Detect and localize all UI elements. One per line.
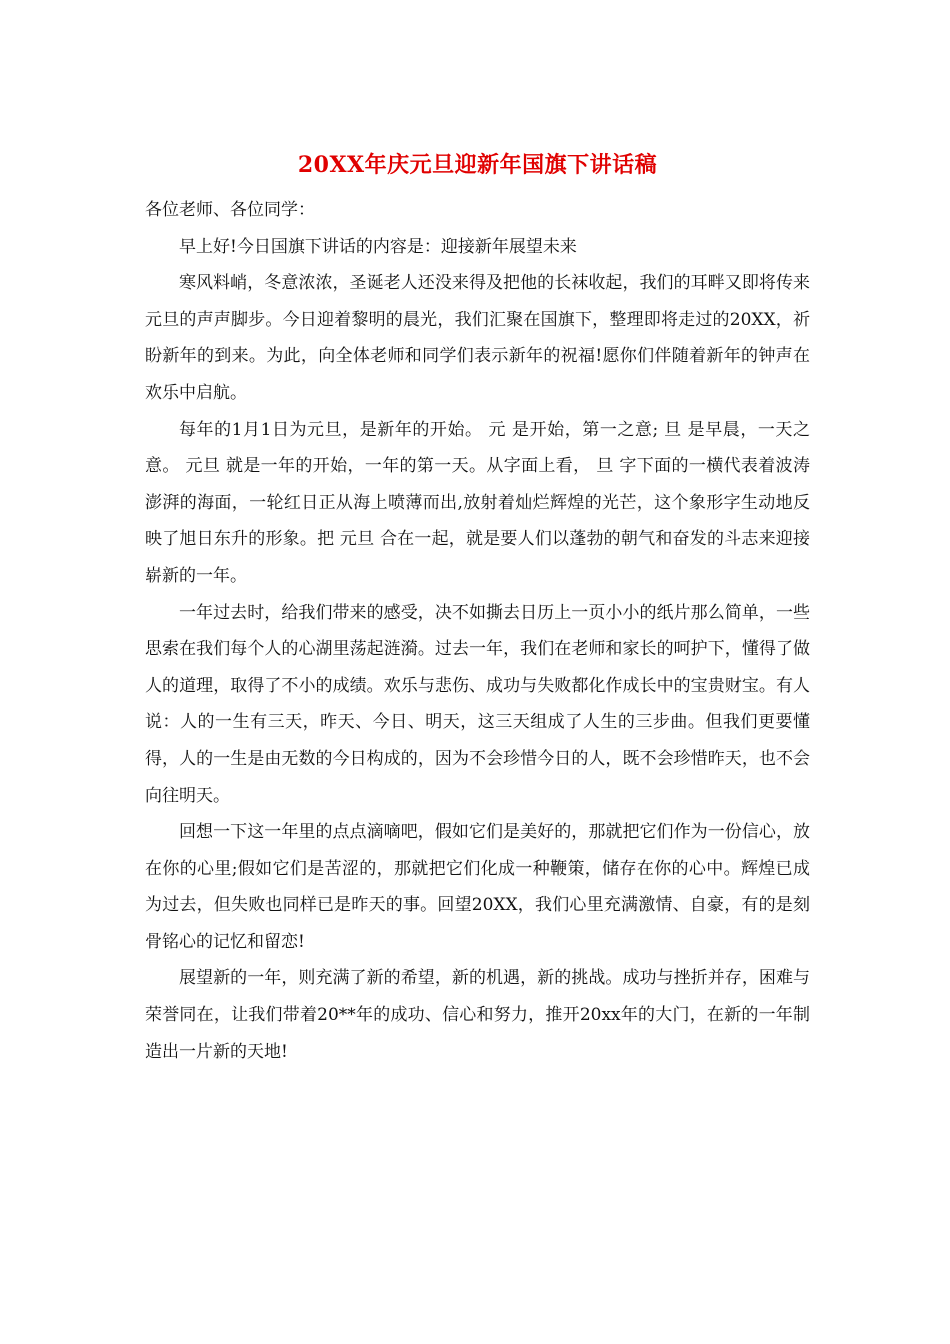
paragraph-memories: 回想一下这一年里的点点滴嘀吧，假如它们是美好的，那就把它们作为一份信心，放在你的心里;假如它们是苦涩的，那就把它们化成一种鞭策，储存在你的心中。辉煌已成为过去，但失败也同样已是昨天的事。回望20XX，我们心里充满激情、自豪，有的是刻骨铭心的记忆和留恋!: [145, 822, 810, 952]
paragraph-yuandan-meaning: 每年的1月1日为元旦，是新年的开始。 元 是开始，第一之意; 旦 是早晨，一天之意。 元旦 就是一年的开始，一年的第一天。从字面上看， 旦 字下面的一横代表着波涛澎湃的海面，一轮红日正从海上喷薄而出,放射着灿烂辉煌的光芒，这个象形字生动地反映了旭日东升的形象。把 元旦 合在一起，就是要人们以蓬勃的朝气和奋发的斗志来迎接崭新的一年。: [145, 419, 810, 586]
paragraph-winter-new-year: 寒风料峭，冬意浓浓，圣诞老人还没来得及把他的长袜收起，我们的耳畔又即将传来元旦的声声脚步。今日迎着黎明的晨光，我们汇聚在国旗下，整理即将走过的20XX，祈盼新年的到来。为此，向全体老师和同学们表示新年的祝福!愿你们伴随着新年的钟声在欢乐中启航。: [145, 273, 810, 403]
greeting-line: 各位老师、各位同学：: [145, 200, 315, 220]
paragraph-opening: 早上好!今日国旗下讲话的内容是：迎接新年展望未来: [179, 236, 577, 257]
document-title: 20XX年庆元旦迎新年国旗下讲话稿: [297, 152, 658, 178]
speech-document: [145, 150, 810, 1070]
paragraph-new-year-outlook: 展望新的一年，则充满了新的希望，新的机遇，新的挑战。成功与挫折并存，困难与荣誉同在，让我们带着20**年的成功、信心和努力，推开20xx年的大门，在新的一年制造出一片新的天地!: [145, 968, 810, 1062]
paragraph-year-reflection: 一年过去时，给我们带来的感受，决不如撕去日历上一页小小的纸片那么简单，一些思索在我们每个人的心湖里荡起涟漪。过去一年，我们在老师和家长的呵护下，懂得了做人的道理，取得了不小的成绩。欢乐与悲伤、成功与失败都化作成长中的宝贵财宝。有人说：人的一生有三天，昨天、今日、明天，这三天组成了人生的三步曲。但我们更要懂得，人的一生是由无数的今日构成的，因为不会珍惜今日的人，既不会珍惜昨天，也不会向往明天。: [145, 602, 810, 806]
